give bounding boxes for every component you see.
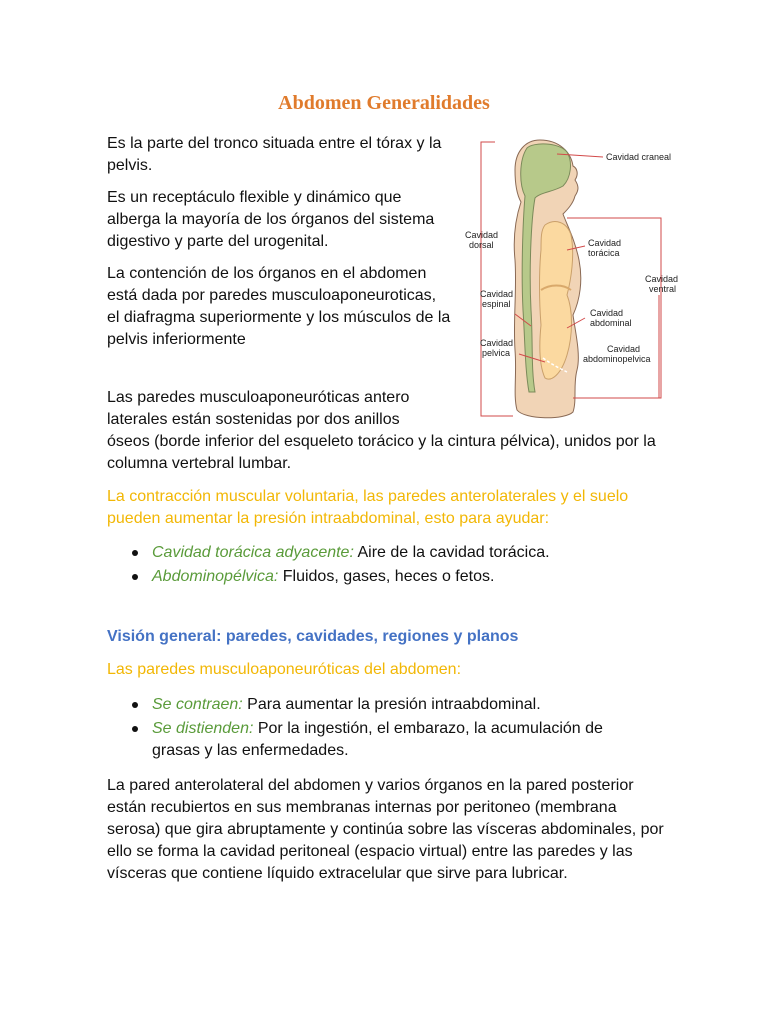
label-toracica-1: Cavidad bbox=[588, 238, 622, 248]
section-subheading: Las paredes musculoaponeuróticas del abdomen: bbox=[107, 661, 462, 678]
label-toracica-2: torácica bbox=[588, 248, 620, 258]
list-text: Para aumentar la presión intraabdominal. bbox=[242, 696, 541, 713]
list-item bbox=[128, 718, 648, 762]
bullet-list-pressure bbox=[128, 542, 648, 590]
list-term: Se contraen: bbox=[152, 696, 243, 713]
label-abdominal-2: abdominal bbox=[590, 318, 632, 328]
body-cavities-diagram bbox=[455, 130, 695, 422]
list-item bbox=[128, 694, 648, 716]
section-heading: Visión general: paredes, cavidades, regiones y planos bbox=[107, 628, 519, 645]
label-abdpelv-2: abdominopelvica bbox=[583, 354, 651, 364]
bullet-icon bbox=[132, 702, 138, 708]
paragraph-walls-part1: Las paredes musculoaponeuróticas antero laterales están sostenidas por dos anillos bbox=[107, 389, 410, 428]
label-espinal-1: Cavidad bbox=[480, 289, 514, 299]
list-item bbox=[128, 542, 648, 564]
paragraph-receptacle: Es un receptáculo flexible y dinámico que alberga la mayoría de los órganos del sistema digestivo y parte del urogenital. bbox=[107, 189, 435, 250]
label-dorsal-2: dorsal bbox=[469, 240, 494, 250]
list-term: Cavidad torácica adyacente: bbox=[152, 544, 354, 561]
paragraph-definition: Es la parte del tronco situada entre el tórax y la pelvis. bbox=[107, 135, 442, 174]
page-title: Abdomen Generalidades bbox=[278, 92, 490, 114]
paragraph-containment: La contención de los órganos en el abdomen está dada por paredes musculoaponeuroticas, el diafragma superiormente y los músculos de la pelvis inferiormente bbox=[107, 265, 451, 348]
list-term: Abdominopélvica: bbox=[152, 568, 279, 585]
label-dorsal-1: Cavidad bbox=[465, 230, 499, 240]
list-item bbox=[128, 566, 648, 588]
label-abdominal-1: Cavidad bbox=[590, 308, 624, 318]
bullet-icon bbox=[132, 550, 138, 556]
dorsal-bracket bbox=[481, 142, 513, 416]
label-cavidad-craneal: Cavidad craneal bbox=[606, 152, 672, 162]
label-espinal-2: espinal bbox=[482, 299, 511, 309]
label-ventral-1: Cavidad bbox=[645, 274, 679, 284]
paragraph-walls-part2: óseos (borde inferior del esqueleto torácico y la cintura pélvica), unidos por la columna vertebral lumbar. bbox=[107, 433, 656, 472]
bullet-icon bbox=[132, 574, 138, 580]
label-pelvica-2: pelvica bbox=[482, 348, 511, 358]
bullet-list-walls bbox=[128, 694, 648, 764]
list-text: Fluidos, gases, heces o fetos. bbox=[278, 568, 495, 585]
paragraph-contraction: La contracción muscular voluntaria, las paredes anterolaterales y el suelo pueden aumentar la presión intraabdominal, esto para ayudar: bbox=[107, 488, 629, 527]
paragraph-peritoneum: La pared anterolateral del abdomen y varios órganos en la pared posterior están recubiertos en sus membranas internas por peritoneo (membrana serosa) que gira abruptamente y continúa sobre las vísceras abdominales, por ello se forma la cavidad peritoneal (espacio virtual) entre las paredes y las vísceras que contiene líquido extracelular que sirve para lubricar. bbox=[107, 777, 664, 882]
label-ventral-2: ventral bbox=[649, 284, 677, 294]
bullet-icon bbox=[132, 726, 138, 732]
list-term: Se distienden: bbox=[152, 720, 254, 737]
label-abdpelv-1: Cavidad bbox=[607, 344, 641, 354]
list-text: Aire de la cavidad torácica. bbox=[353, 544, 550, 561]
label-pelvica-1: Cavidad bbox=[480, 338, 514, 348]
list-text: Por la ingestión, el embarazo, la acumulación de grasas y las enfermedades. bbox=[152, 720, 603, 759]
